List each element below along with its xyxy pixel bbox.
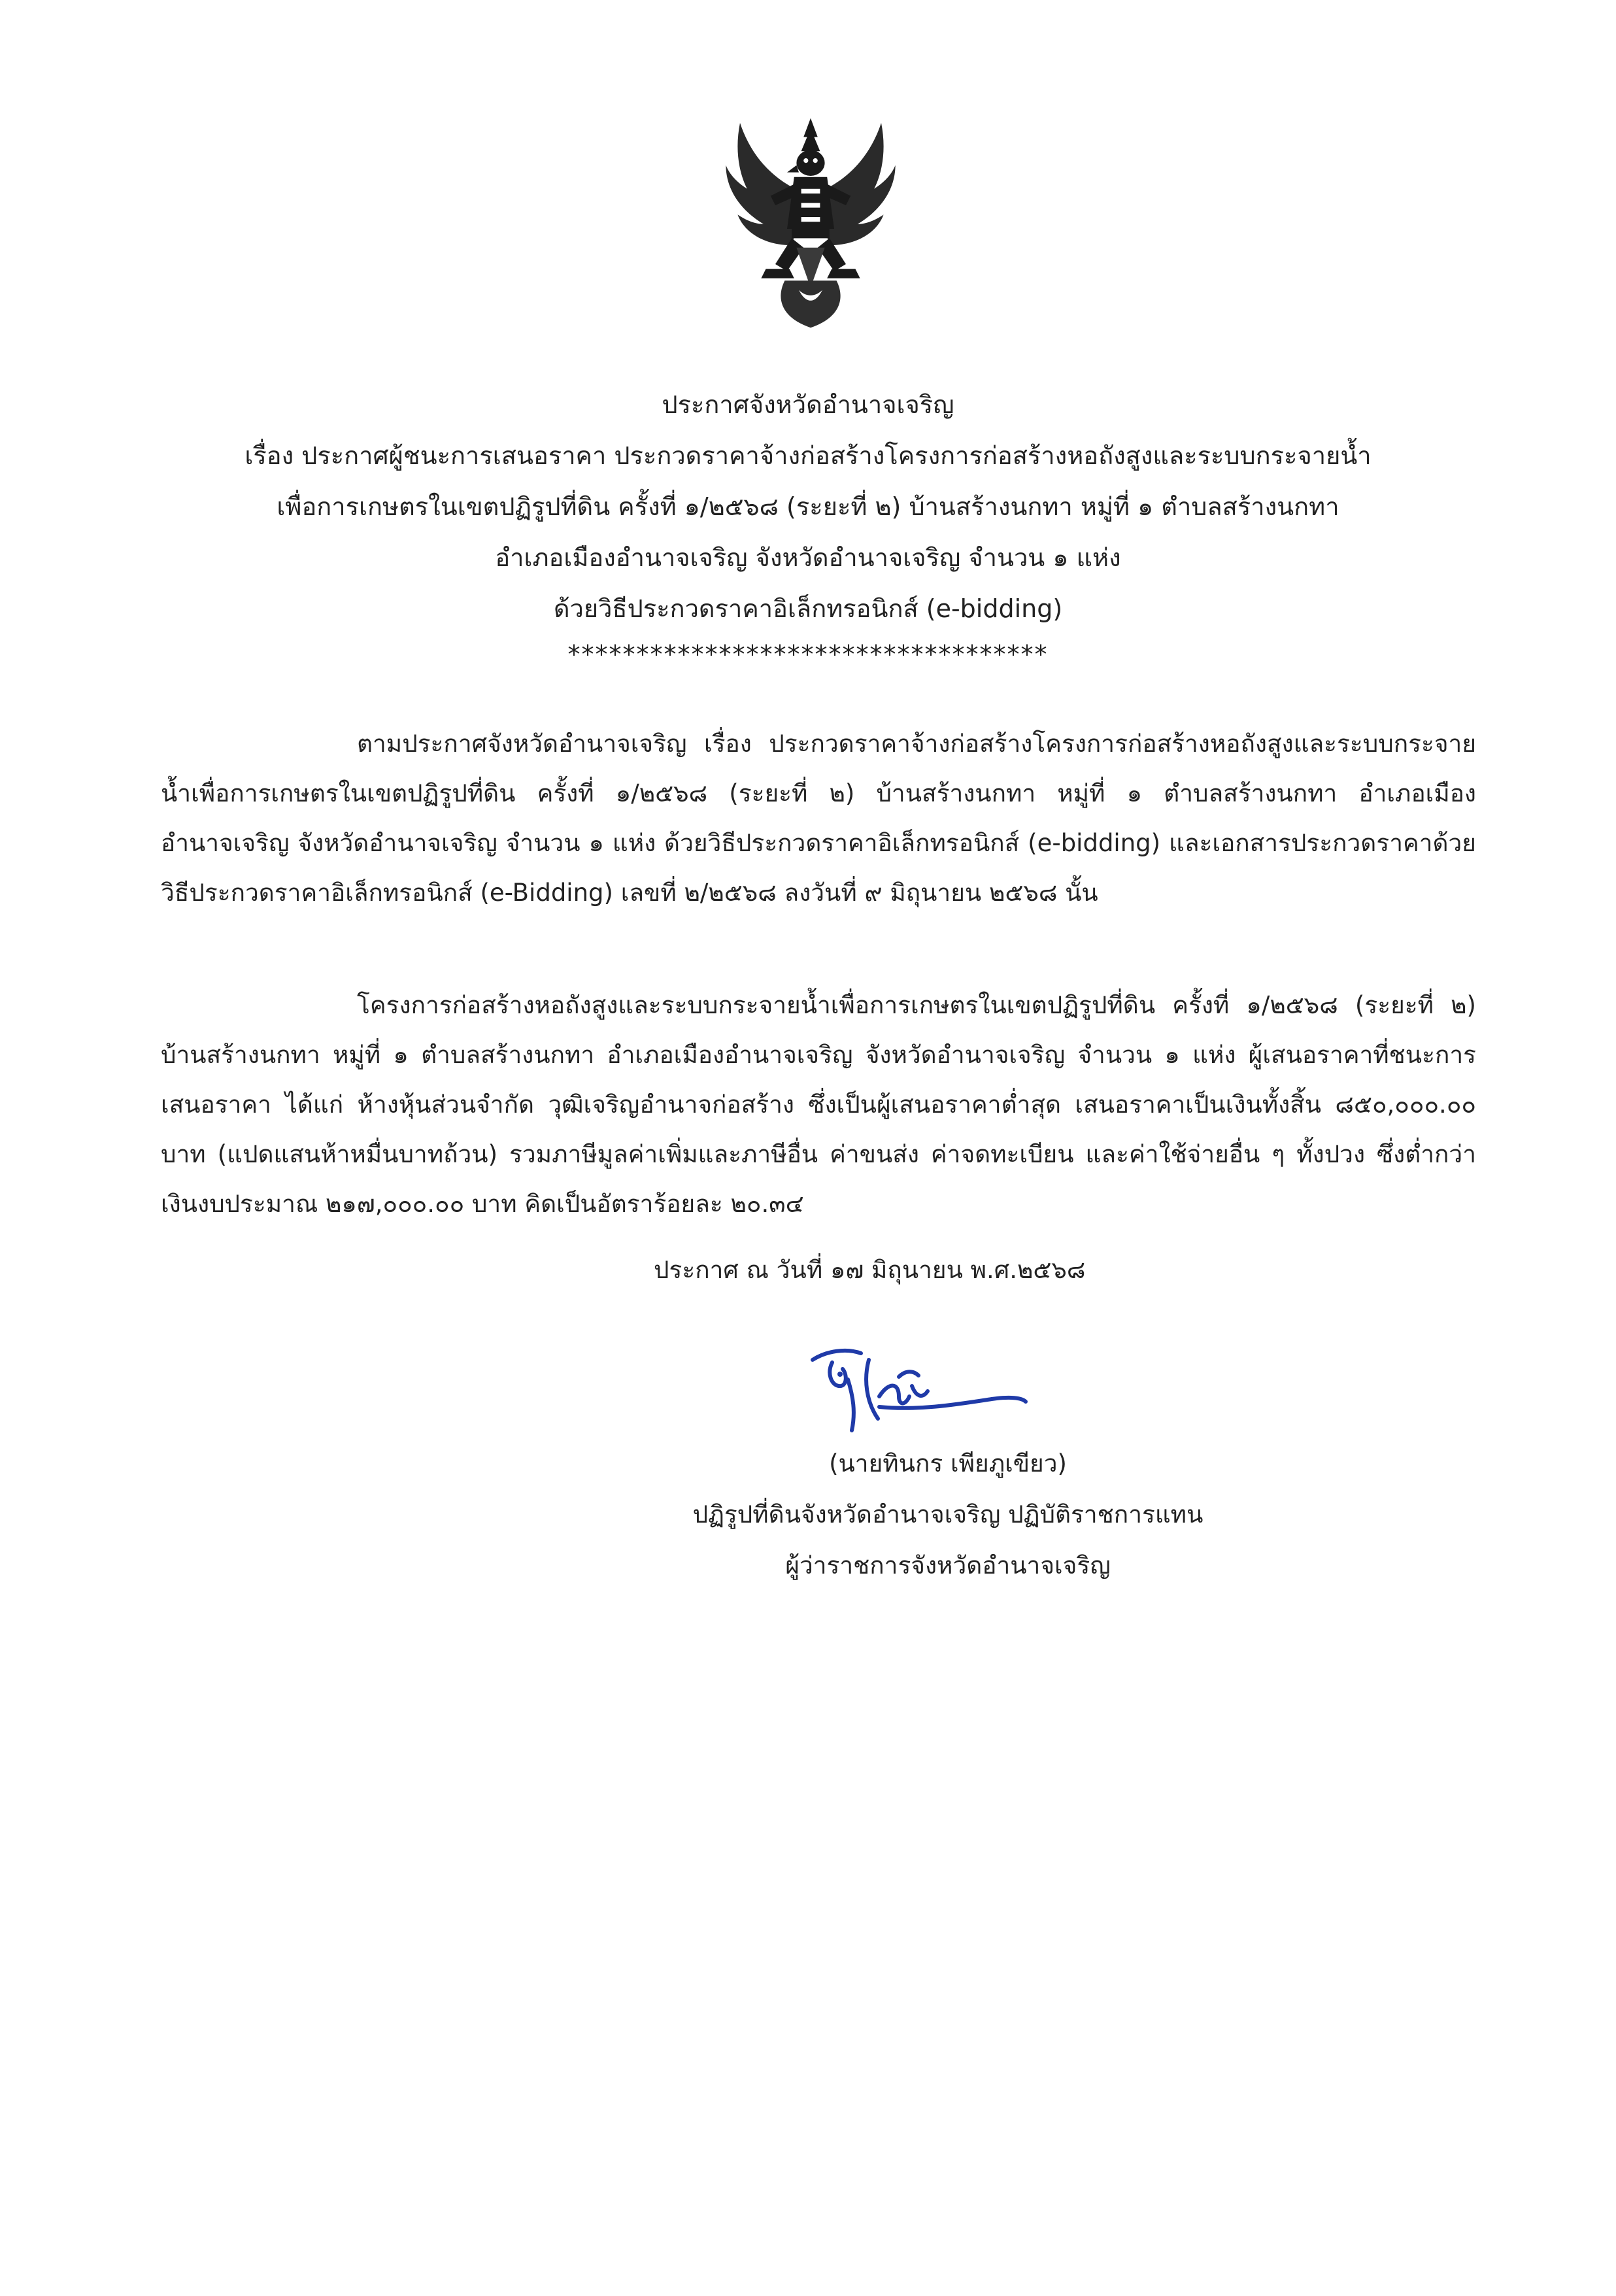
body-paragraph-2 [161, 981, 1476, 1229]
signatory-position: ปฏิรูปที่ดินจังหวัดอำนาจเจริญ ปฏิบัติราชการแทน [692, 1500, 1204, 1528]
subject-line-1: เรื่อง ประกาศผู้ชนะการเสนอราคา ประกวดราคาจ้างก่อสร้างโครงการก่อสร้างหอถังสูงและระบบกระจายน้ำ [244, 441, 1372, 470]
signatory-name: (นายทินกร เพียภูเขียว) [829, 1449, 1067, 1477]
announcement-date: ประกาศ ณ วันที่ ๑๗ มิถุนายน พ.ศ.๒๕๖๘ [654, 1256, 1086, 1284]
body-paragraph-1 [161, 719, 1476, 918]
subject-line-3: อำเภอเมืองอำนาจเจริญ จังหวัดอำนาจเจริญ จำนวน ๑ แห่ง [495, 543, 1121, 572]
garuda-emblem [693, 111, 928, 346]
paragraph-winner: โครงการก่อสร้างหอถังสูงและระบบกระจายน้ำเพื่อการเกษตรในเขตปฏิรูปที่ดิน ครั้งที่ ๑/๒๕๖๘ (ระยะที่ ๒) บ้านสร้างนกทา หมู่ที่ ๑ ตำบลสร้างนกทา อำเภอเมืองอำนาจเจริญ จังหวัดอำนาจเจริญ จำนวน ๑ แห่ง ผู้เสนอราคาที่ชนะการเสนอราคา ได้แก่ ห้างหุ้นส่วนจำกัด วุฒิเจริญอำนาจก่อสร้าง ซึ่งเป็นผู้เสนอราคาต่ำสุด เสนอราคาเป็นเงินทั้งสิ้น ๘๕๐,๐๐๐.๐๐ บาท (แปดแสนห้าหมื่นบาทถ้วน) รวมภาษีมูลค่าเพิ่มและภาษีอื่น ค่าขนส่ง ค่าจดทะเบียน และค่าใช้จ่ายอื่น ๆ ทั้งปวง ซึ่งต่ำกว่าเงินงบประมาณ ๒๑๗,๐๐๐.๐๐ บาท คิดเป็นอัตราร้อยละ ๒๐.๓๔ [161, 991, 1476, 1218]
announcement-heading [131, 379, 1485, 671]
authority-title: ประกาศจังหวัดอำนาจเจริญ [662, 390, 954, 419]
paragraph-reference: ตามประกาศจังหวัดอำนาจเจริญ เรื่อง ประกวดราคาจ้างก่อสร้างโครงการก่อสร้างหอถังสูงและระบบกระจายน้ำเพื่อการเกษตรในเขตปฏิรูปที่ดิน ครั้งที่ ๑/๒๕๖๘ (ระยะที่ ๒) บ้านสร้างนกทา หมู่ที่ ๑ ตำบลสร้างนกทา อำเภอเมืองอำนาจเจริญ จังหวัดอำนาจเจริญ จำนวน ๑ แห่ง ด้วยวิธีประกวดราคาอิเล็กทรอนิกส์ (e-bidding) และเอกสารประกวดราคาด้วยวิธีประกวดราคาอิเล็กทรอนิกส์ (e-Bidding) เลขที่ ๒/๒๕๖๘ ลงวันที่ ๙ มิถุนายน ๒๕๖๘ นั้น [161, 730, 1476, 907]
signatory-block [588, 1438, 1307, 1591]
signatory-title: ผู้ว่าราชการจังหวัดอำนาจเจริญ [785, 1551, 1111, 1579]
handwritten-signature [801, 1334, 1036, 1438]
subject-line-2: เพื่อการเกษตรในเขตปฏิรูปที่ดิน ครั้งที่ ๑/๒๕๖๘ (ระยะที่ ๒) บ้านสร้างนกทา หมู่ที่ ๑ ตำบลสร้างนกทา [277, 492, 1339, 521]
separator-stars: *********************************** [567, 640, 1049, 669]
subject-line-4: ด้วยวิธีประกวดราคาอิเล็กทรอนิกส์ (e-bidding) [553, 594, 1063, 623]
